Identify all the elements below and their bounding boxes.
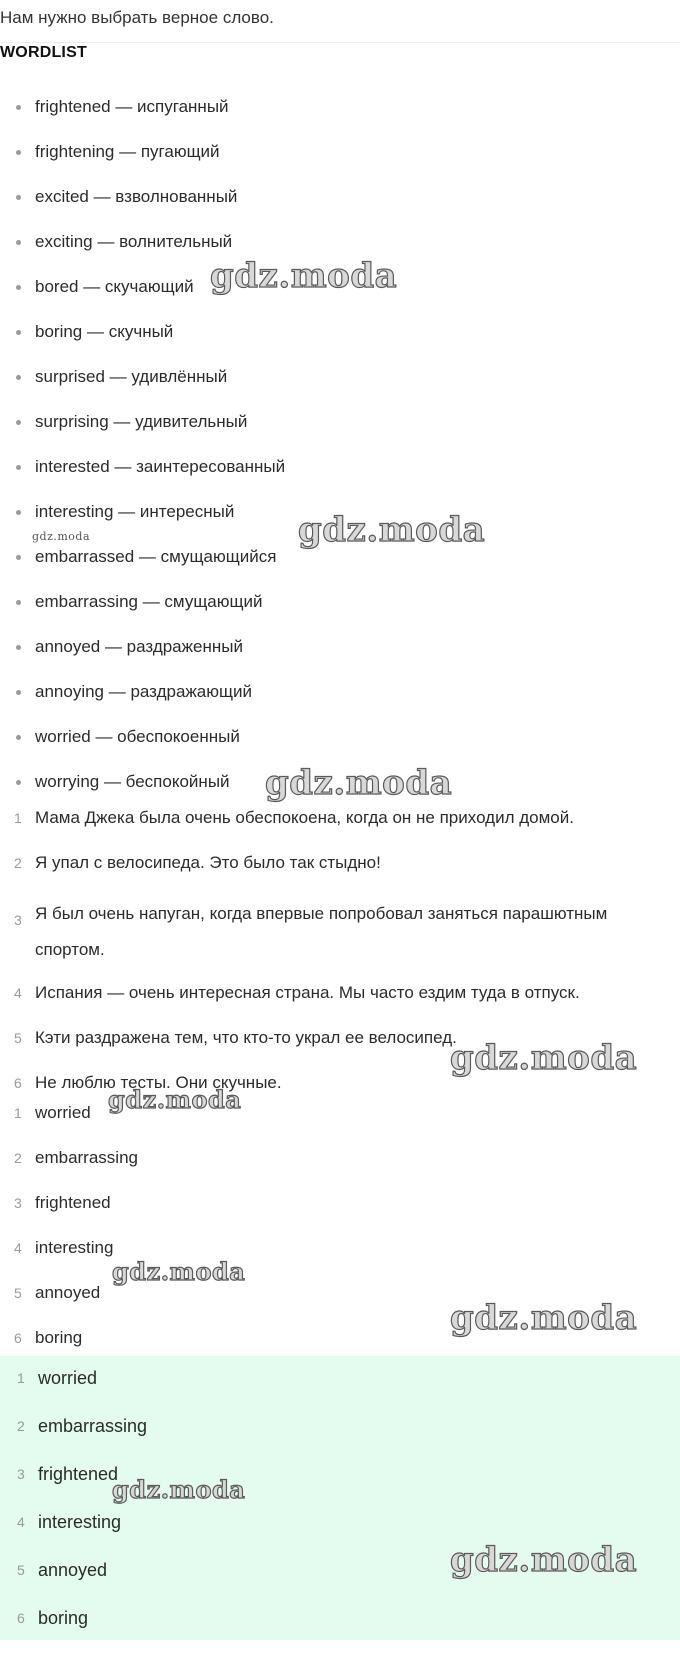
answer-item: 3 frightened bbox=[0, 1191, 680, 1236]
sentence-item: 5 Кэти раздражена тем, что кто-то украл ее велосипед. bbox=[0, 1026, 680, 1050]
bullet-icon bbox=[16, 285, 21, 290]
item-number: 1 bbox=[17, 1370, 25, 1386]
bullet-icon bbox=[16, 420, 21, 425]
bullet-icon bbox=[16, 555, 21, 560]
watermark: gdz.moda bbox=[210, 256, 398, 296]
bullet-icon bbox=[16, 510, 21, 515]
answer-item: 4 interesting bbox=[0, 1236, 680, 1281]
wordlist-item: excited — взволнованный bbox=[0, 185, 680, 230]
bullet-icon bbox=[16, 240, 21, 245]
item-number: 4 bbox=[14, 985, 22, 1001]
final-answer-item: 3 frightened bbox=[17, 1464, 119, 1484]
item-number: 5 bbox=[14, 1030, 22, 1046]
answer-list bbox=[0, 1101, 680, 1371]
bullet-icon bbox=[16, 690, 21, 695]
watermark: gdz.moda bbox=[450, 1540, 638, 1580]
wordlist-item: embarrassing — смущающий bbox=[0, 590, 680, 635]
intro-text: Нам нужно выбрать верное слово. bbox=[0, 8, 274, 27]
wordlist-item: surprised — удивлённый bbox=[0, 365, 680, 410]
wordlist-item: interested — заинтересованный bbox=[0, 455, 680, 500]
item-number: 6 bbox=[14, 1075, 22, 1091]
bullet-icon bbox=[16, 780, 21, 785]
sentence-item: 6 Не люблю тесты. Они скучные. bbox=[0, 1071, 680, 1095]
wordlist-item: surprising — удивительный bbox=[0, 410, 680, 455]
answer-item: 2 embarrassing bbox=[0, 1146, 680, 1191]
final-answer-item: 6 boring bbox=[17, 1608, 89, 1628]
wordlist-item: frightened — испуганный bbox=[0, 95, 680, 140]
divider bbox=[0, 42, 680, 43]
wordlist-item: exciting — волнительный bbox=[0, 230, 680, 275]
wordlist-item: frightening — пугающий bbox=[0, 140, 680, 185]
bullet-icon bbox=[16, 465, 21, 470]
bullet-icon bbox=[16, 105, 21, 110]
item-number: 3 bbox=[14, 912, 22, 928]
sentence-item: 2 Я упал с велосипеда. Это было так стыдно! bbox=[0, 851, 680, 875]
item-number: 2 bbox=[14, 855, 22, 871]
wordlist-item: embarrassed — смущающийся bbox=[0, 545, 680, 590]
bullet-icon bbox=[16, 600, 21, 605]
watermark: gdz.moda bbox=[298, 510, 486, 550]
answer-item: 5 annoyed bbox=[0, 1281, 680, 1326]
item-number: 4 bbox=[17, 1514, 25, 1530]
watermark: gdz.moda bbox=[108, 1085, 242, 1114]
bullet-icon bbox=[16, 150, 21, 155]
wordlist-item: bored — скучающий bbox=[0, 275, 680, 320]
final-answer-item: 2 embarrassing bbox=[17, 1416, 148, 1436]
bullet-icon bbox=[16, 330, 21, 335]
sentence-item: 4 Испания — очень интересная страна. Мы часто ездим туда в отпуск. bbox=[0, 981, 680, 1005]
watermark: gdz.moda bbox=[32, 530, 91, 543]
item-number: 4 bbox=[14, 1240, 22, 1256]
final-answer-item: 5 annoyed bbox=[17, 1560, 108, 1580]
item-number: 1 bbox=[14, 810, 22, 826]
answer-box bbox=[0, 1356, 680, 1640]
item-number: 2 bbox=[17, 1418, 25, 1434]
watermark: gdz.moda bbox=[450, 1038, 638, 1078]
final-answer-item: 1 worried bbox=[17, 1368, 98, 1388]
item-number: 1 bbox=[14, 1105, 22, 1121]
wordlist bbox=[0, 95, 680, 815]
item-number: 5 bbox=[17, 1562, 25, 1578]
bullet-icon bbox=[16, 645, 21, 650]
wordlist-item: annoying — раздражающий bbox=[0, 680, 680, 725]
wordlist-item: boring — скучный bbox=[0, 320, 680, 365]
watermark: gdz.moda bbox=[112, 1257, 246, 1286]
wordlist-item: annoyed — раздраженный bbox=[0, 635, 680, 680]
wordlist-item: worried — обеспокоенный bbox=[0, 725, 680, 770]
item-number: 3 bbox=[14, 1195, 22, 1211]
wordlist-heading: WORDLIST bbox=[0, 44, 87, 61]
item-number: 6 bbox=[17, 1610, 25, 1626]
watermark: gdz.moda bbox=[450, 1298, 638, 1338]
item-number: 5 bbox=[14, 1285, 22, 1301]
bullet-icon bbox=[16, 375, 21, 380]
final-answer-item: 4 interesting bbox=[17, 1512, 122, 1532]
bullet-icon bbox=[16, 195, 21, 200]
watermark: gdz.moda bbox=[265, 763, 453, 803]
wordlist-item: worrying — беспокойный bbox=[0, 770, 680, 815]
final-answer-list bbox=[0, 1366, 680, 1654]
bullet-icon bbox=[16, 735, 21, 740]
wordlist-item: interesting — интересный bbox=[0, 500, 680, 545]
item-number: 2 bbox=[14, 1150, 22, 1166]
answer-item: 1 worried bbox=[0, 1101, 680, 1146]
item-number: 3 bbox=[17, 1466, 25, 1482]
sentence-item: 1 Мама Джека была очень обеспокоена, когда он не приходил домой. bbox=[0, 806, 680, 830]
answer-item: 6 boring bbox=[0, 1326, 680, 1371]
sentence-item: 3 Я был очень напуган, когда впервые попробовал заняться парашютным спортом. bbox=[14, 904, 608, 959]
sentence-list bbox=[0, 806, 680, 1116]
watermark: gdz.moda bbox=[112, 1475, 246, 1504]
item-number: 6 bbox=[14, 1330, 22, 1346]
